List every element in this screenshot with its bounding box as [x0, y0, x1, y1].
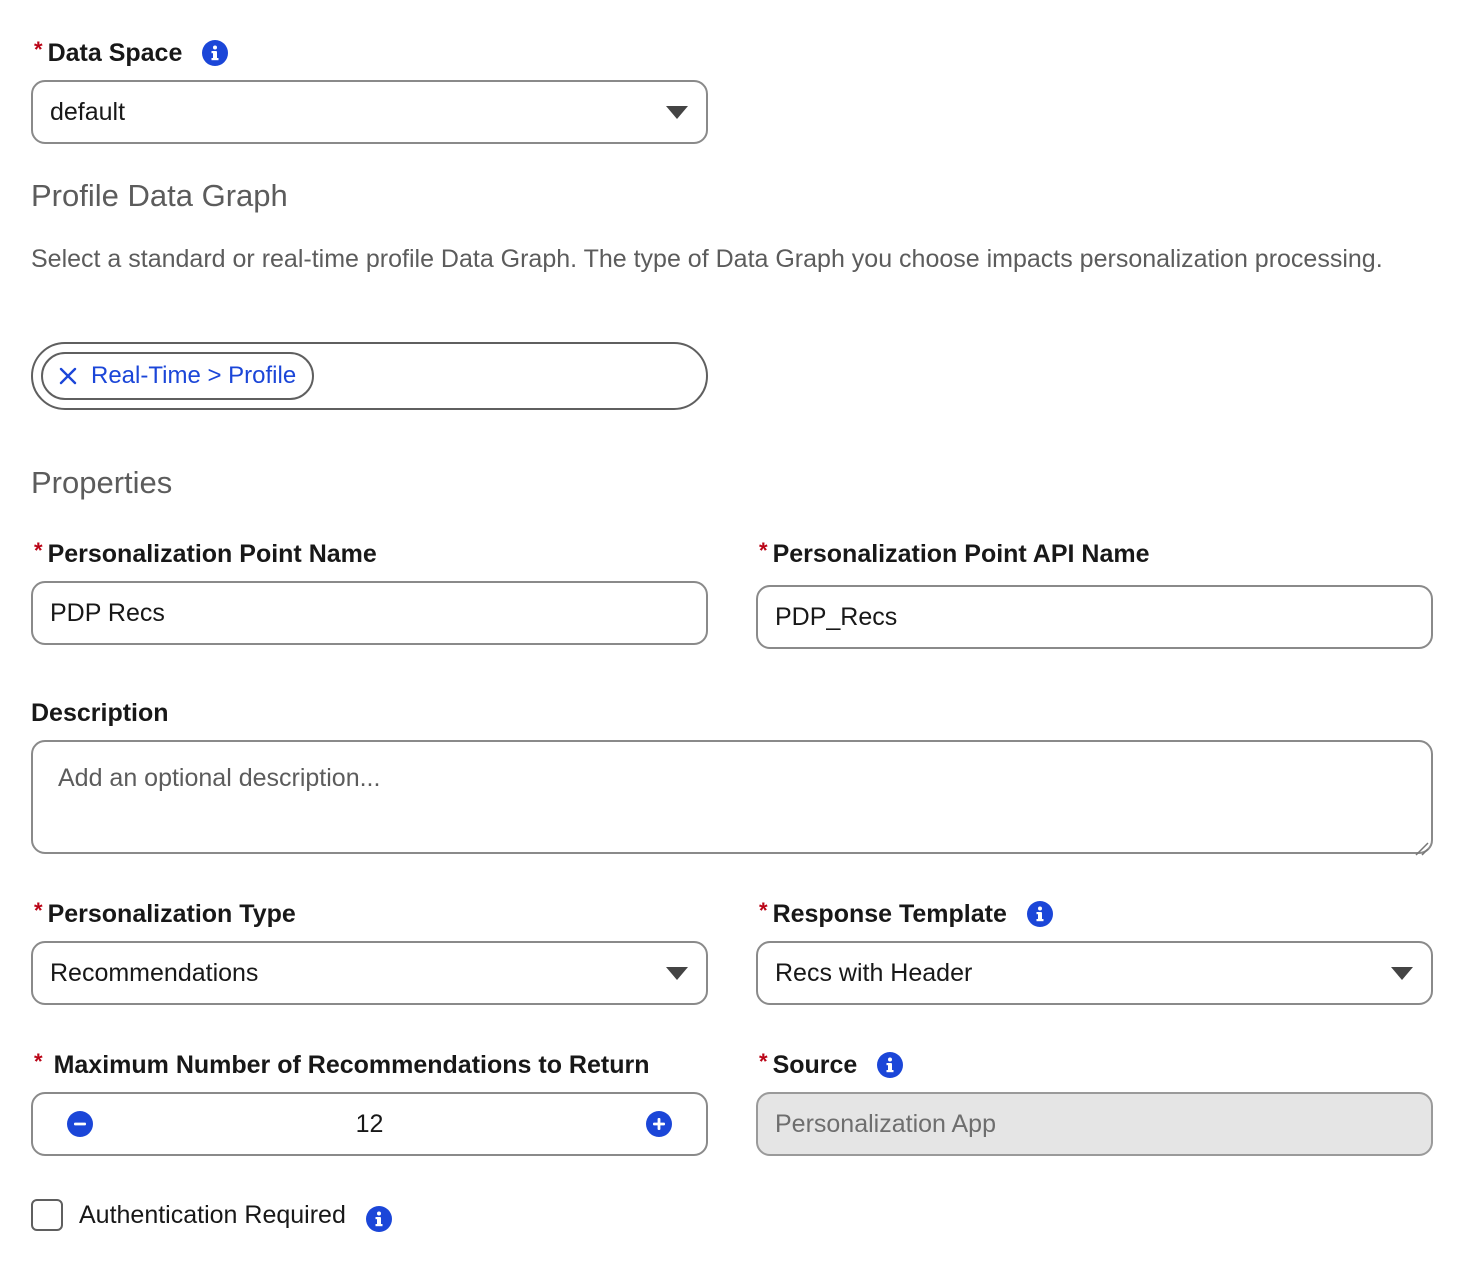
api-name-input[interactable]	[756, 585, 1433, 649]
max-recommendations-value[interactable]: 12	[355, 1109, 384, 1138]
description-label	[31, 698, 169, 728]
plus-icon[interactable]	[646, 1111, 672, 1137]
source-label-text: Source	[772, 1050, 858, 1079]
personalization-type-select[interactable]	[31, 941, 708, 1005]
minus-icon[interactable]	[67, 1111, 93, 1137]
personalization-type-label-text: Personalization Type	[47, 899, 296, 928]
max-recommendations-label-text: Maximum Number of Recommendations to Return	[53, 1050, 650, 1079]
description-label-text: Description	[31, 698, 169, 727]
required-marker: *	[34, 1049, 43, 1074]
max-recommendations-label	[34, 1050, 649, 1080]
api-name-label-text: Personalization Point API Name	[772, 539, 1150, 568]
info-icon[interactable]	[1027, 901, 1053, 927]
personalization-type-label	[34, 899, 296, 929]
response-template-select[interactable]	[756, 941, 1433, 1005]
required-marker: *	[759, 538, 768, 563]
close-icon[interactable]	[57, 365, 79, 387]
properties-title: Properties	[31, 465, 173, 500]
response-template-label-text: Response Template	[772, 899, 1007, 928]
data-graph-pill[interactable]	[41, 352, 314, 400]
data-graph-combobox[interactable]	[31, 342, 708, 410]
description-placeholder: Add an optional description...	[58, 764, 381, 792]
required-marker: *	[34, 898, 43, 923]
data-graph-pill-label: Real-Time > Profile	[91, 362, 297, 389]
info-icon[interactable]	[877, 1052, 903, 1078]
data-space-label	[34, 38, 228, 68]
resize-handle-icon[interactable]	[1413, 834, 1429, 850]
personalization-point-name-input[interactable]	[31, 581, 708, 645]
max-recommendations-stepper[interactable]	[31, 1092, 708, 1156]
required-marker: *	[759, 1049, 768, 1074]
required-marker: *	[759, 898, 768, 923]
chevron-down-icon	[1391, 967, 1413, 980]
response-template-value: Recs with Header	[775, 958, 973, 987]
data-space-value: default	[50, 97, 126, 126]
chevron-down-icon	[666, 106, 688, 119]
profile-data-graph-title: Profile Data Graph	[31, 178, 288, 213]
required-marker: *	[34, 37, 43, 62]
required-marker: *	[34, 538, 43, 563]
chevron-down-icon	[666, 967, 688, 980]
info-icon[interactable]	[202, 40, 228, 66]
info-icon[interactable]	[366, 1206, 392, 1232]
api-name-label	[759, 539, 1150, 569]
source-label	[759, 1050, 903, 1080]
personalization-point-name-label	[34, 539, 377, 569]
authentication-label	[79, 1200, 392, 1230]
personalization-type-value: Recommendations	[50, 958, 259, 987]
source-input-disabled	[756, 1092, 1433, 1156]
data-space-label-text: Data Space	[47, 38, 183, 67]
profile-data-graph-help: Select a standard or real-time profile Data Graph. The type of Data Graph you choose impacts personalization processing.	[31, 245, 1383, 273]
data-space-select[interactable]	[31, 80, 708, 144]
authentication-checkbox[interactable]	[31, 1199, 63, 1231]
description-textarea[interactable]	[31, 740, 1433, 854]
api-name-value: PDP_Recs	[775, 602, 898, 631]
source-value: Personalization App	[775, 1109, 996, 1138]
authentication-label-text: Authentication Required	[79, 1200, 346, 1229]
personalization-point-name-label-text: Personalization Point Name	[47, 539, 377, 568]
response-template-label	[759, 899, 1053, 929]
personalization-point-name-value: PDP Recs	[50, 598, 165, 627]
